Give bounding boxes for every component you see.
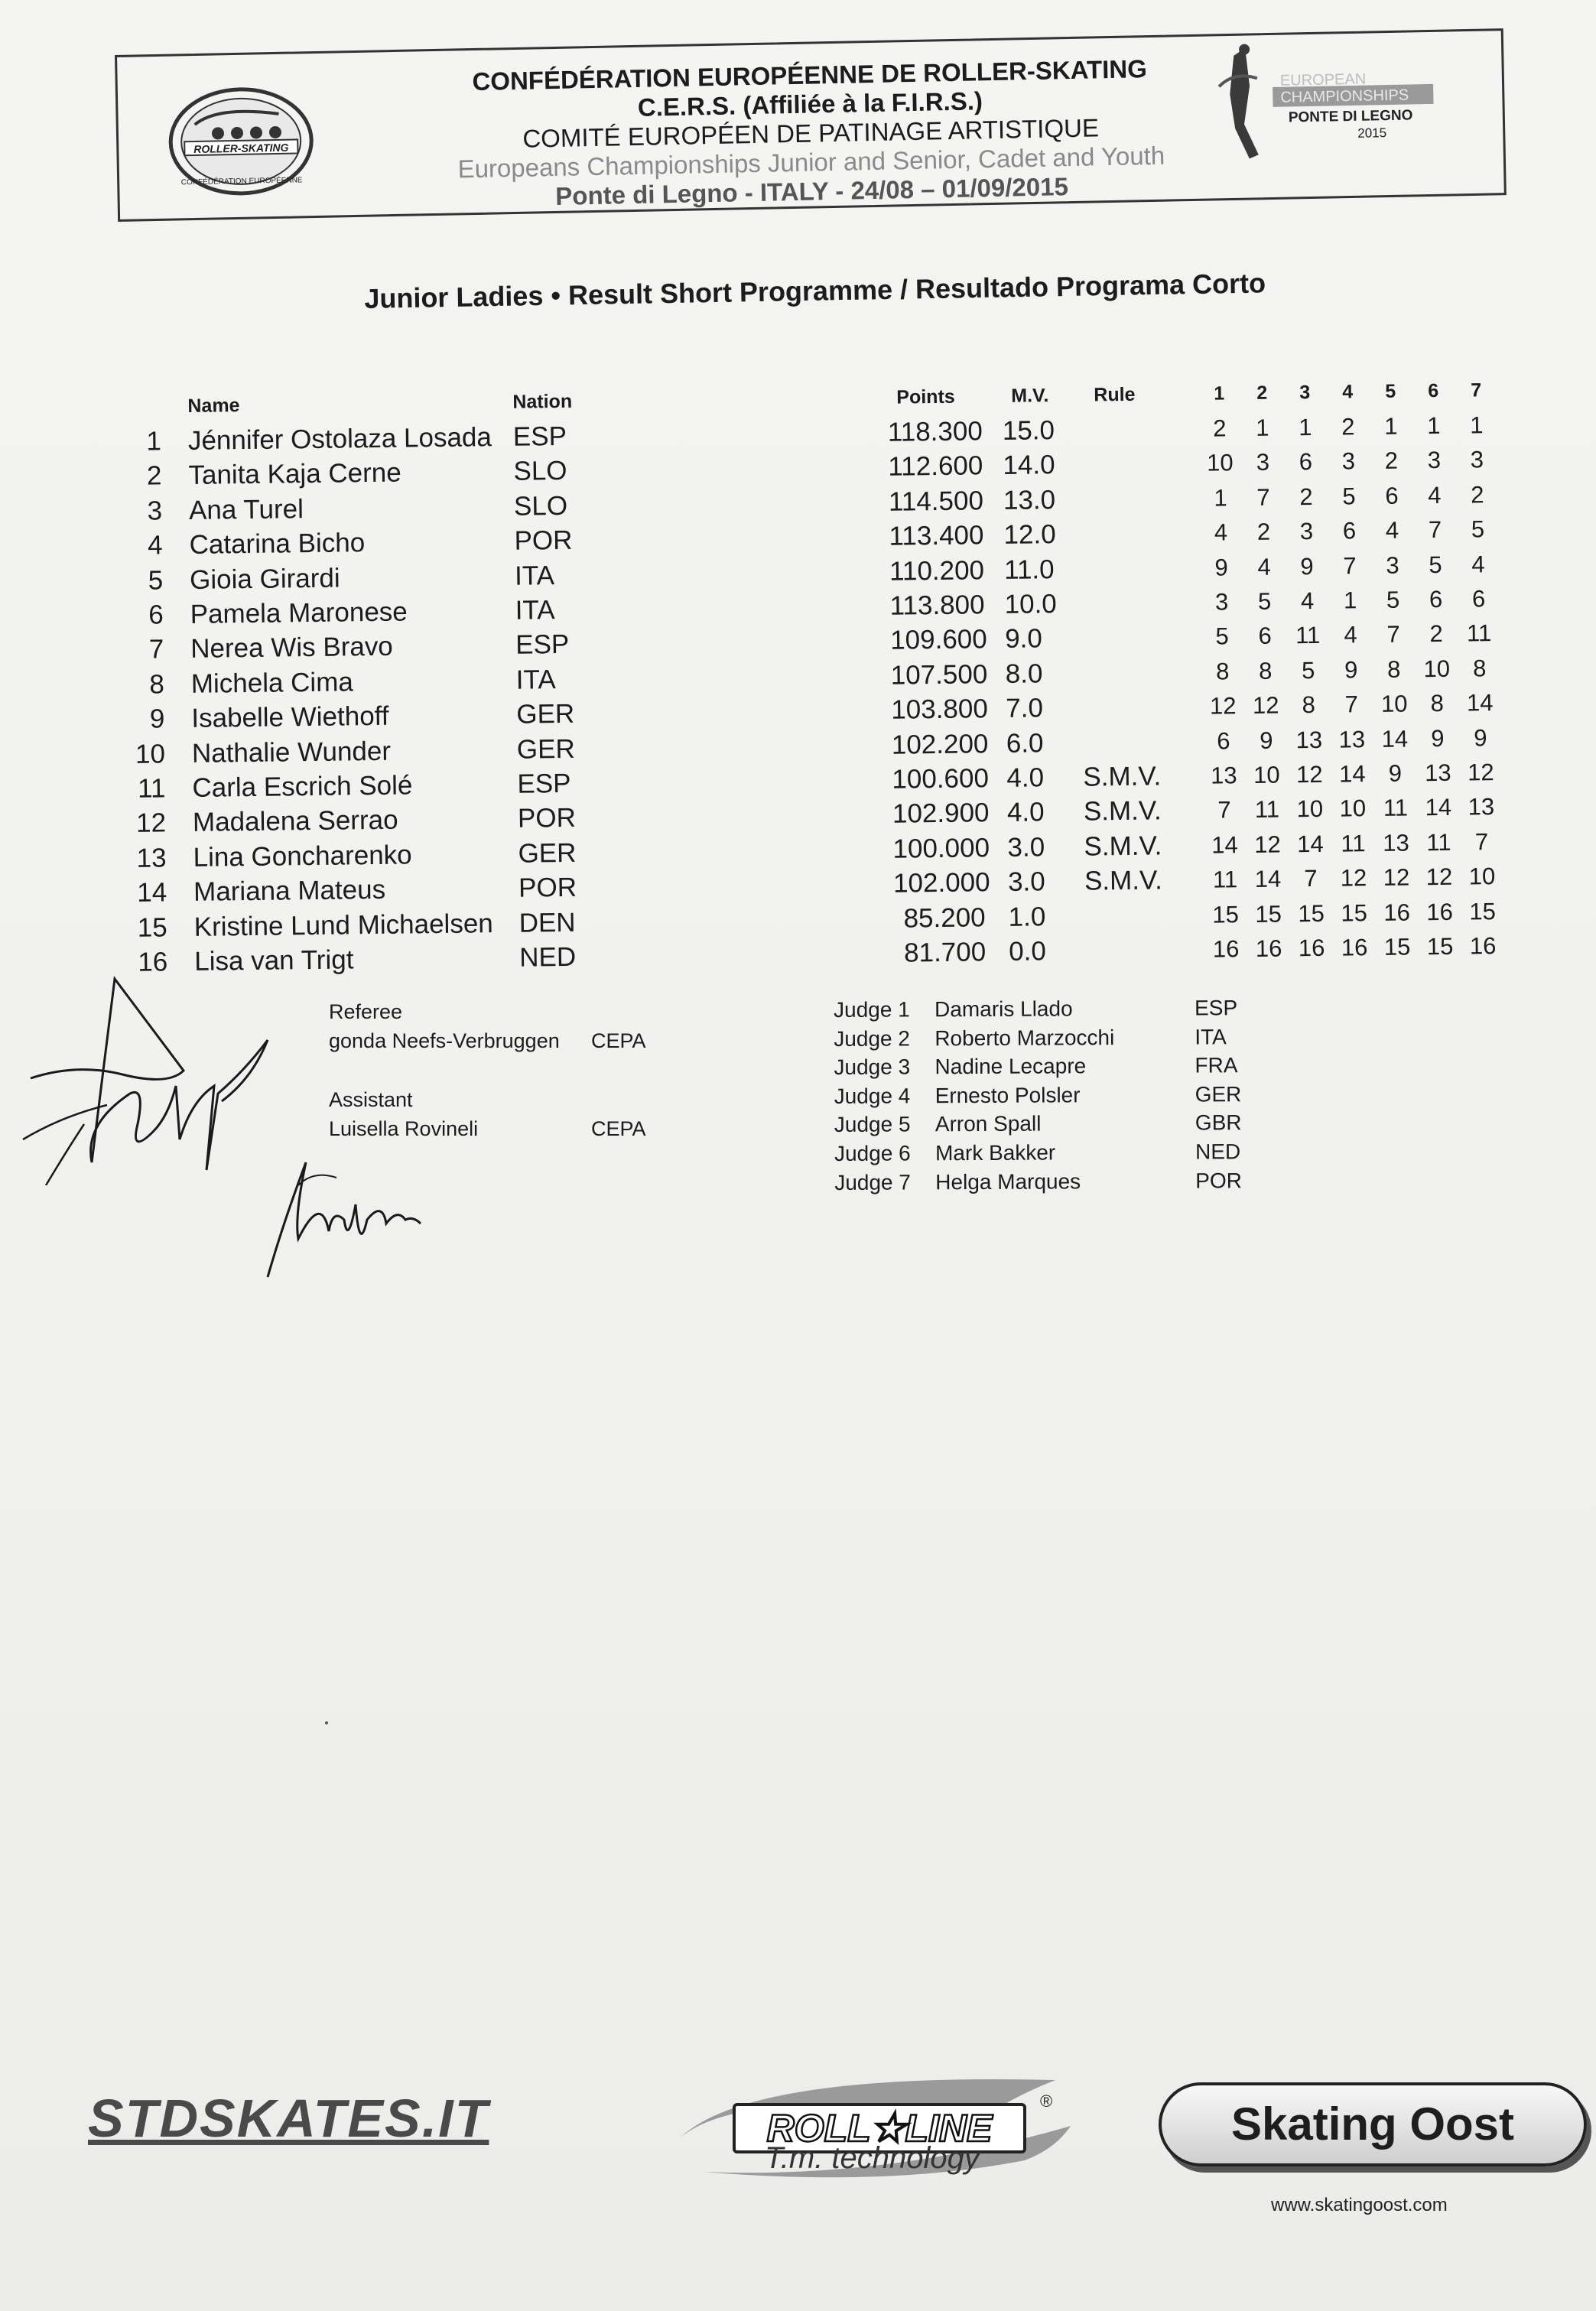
rule-cell: S.M.V. xyxy=(1084,865,1163,896)
judge-name: Damaris Llado xyxy=(934,996,1073,1022)
judge-6-placement-cell: 12 xyxy=(1425,863,1453,891)
skater-name-cell: Gioia Girardi xyxy=(189,563,340,595)
judge-label: Judge 6 xyxy=(834,1141,911,1165)
mv-cell: 3.0 xyxy=(1007,866,1045,898)
judge-5-placement-cell: 2 xyxy=(1384,447,1399,475)
column-header-points: Points xyxy=(896,385,955,408)
points-cell: 85.200 xyxy=(903,902,986,934)
rule-cell: S.M.V. xyxy=(1083,795,1162,827)
nation-cell: SLO xyxy=(513,490,568,522)
judge-4-placement-cell: 4 xyxy=(1344,621,1357,648)
judge-label: Judge 5 xyxy=(834,1112,911,1137)
judge-4-placement-cell: 11 xyxy=(1341,829,1366,857)
judge-5-placement-cell: 8 xyxy=(1386,655,1401,683)
judge-row xyxy=(834,1110,1293,1142)
header-text xyxy=(369,53,1251,215)
mv-cell: 9.0 xyxy=(1004,623,1043,655)
points-cell: 103.800 xyxy=(891,694,989,725)
rank-cell: 15 xyxy=(137,912,167,943)
judge-6-placement-cell: 7 xyxy=(1428,516,1442,544)
judge-6-placement-cell: 11 xyxy=(1426,828,1451,856)
judge-3-placement-cell: 9 xyxy=(1300,552,1314,580)
skater-name-cell: Nathalie Wunder xyxy=(191,736,392,769)
rank-cell: 4 xyxy=(147,530,163,561)
skater-name-cell: Tanita Kaja Cerne xyxy=(188,457,401,491)
points-cell: 113.400 xyxy=(889,520,984,551)
header-line-5: Ponte di Legno - ITALY - 24/08 – 01/09/2015 xyxy=(554,172,1069,210)
referee-org: CEPA xyxy=(591,1029,646,1052)
judge-row xyxy=(834,1082,1293,1113)
skater-name-cell: Michela Cima xyxy=(190,667,354,699)
judge-row xyxy=(834,1024,1292,1055)
points-cell: 102.200 xyxy=(891,728,989,760)
judge-1-placement-cell: 13 xyxy=(1210,762,1237,789)
roll-line-subtitle: T.m. technology xyxy=(765,2141,980,2175)
nation-cell: GER xyxy=(516,733,575,765)
judge-3-placement-cell: 13 xyxy=(1295,726,1323,753)
judge-nation: GBR xyxy=(1195,1110,1242,1135)
judge-1-placement-cell: 1 xyxy=(1214,484,1227,512)
mv-cell: 8.0 xyxy=(1005,658,1043,689)
judge-2-placement-cell: 6 xyxy=(1258,622,1273,650)
skater-name-cell: Lisa van Trigt xyxy=(194,944,354,977)
judge-7-placement-cell: 15 xyxy=(1469,897,1497,925)
judge-7-placement-cell: 6 xyxy=(1471,585,1486,613)
skater-name-cell: Kristine Lund Michaelsen xyxy=(193,908,493,942)
column-header-judge-7: 7 xyxy=(1471,379,1482,401)
judge-5-placement-cell: 10 xyxy=(1380,690,1408,718)
judge-6-placement-cell: 14 xyxy=(1425,794,1452,821)
judge-1-placement-cell: 14 xyxy=(1211,831,1238,859)
judge-6-placement-cell: 1 xyxy=(1426,411,1441,440)
judge-4-placement-cell: 15 xyxy=(1341,899,1368,927)
judge-nation: ITA xyxy=(1195,1024,1227,1049)
judge-5-placement-cell: 9 xyxy=(1388,759,1403,787)
judge-1-placement-cell: 12 xyxy=(1209,692,1237,720)
judge-6-placement-cell: 9 xyxy=(1430,724,1445,752)
logo-right-line2: CHAMPIONSHIPS xyxy=(1280,86,1409,106)
judge-7-placement-cell: 10 xyxy=(1468,863,1496,890)
judge-1-placement-cell: 15 xyxy=(1212,900,1240,928)
mv-cell: 0.0 xyxy=(1008,936,1047,967)
judge-nation: NED xyxy=(1195,1139,1241,1164)
skater-name-cell: Carla Escrich Solé xyxy=(192,770,413,803)
judge-name: Roberto Marzocchi xyxy=(935,1025,1115,1050)
judge-nation: ESP xyxy=(1194,996,1238,1020)
judge-4-placement-cell: 16 xyxy=(1341,934,1368,961)
judge-3-placement-cell: 10 xyxy=(1296,795,1324,823)
assistant-label: Assistant xyxy=(329,1088,413,1111)
judge-4-placement-cell: 14 xyxy=(1338,760,1366,788)
points-cell: 110.200 xyxy=(889,554,985,587)
logo-right-line1: EUROPEAN xyxy=(1279,70,1367,89)
judge-name: Arron Spall xyxy=(935,1111,1042,1136)
judge-2-placement-cell: 15 xyxy=(1255,900,1282,928)
mv-cell: 6.0 xyxy=(1006,727,1044,759)
points-cell: 114.500 xyxy=(888,486,984,517)
skater-name-cell: Ana Turel xyxy=(188,493,304,525)
assistant-name: Luisella Rovineli xyxy=(329,1117,479,1140)
logo-right-line4: 2015 xyxy=(1357,125,1387,141)
rank-cell: 10 xyxy=(135,738,166,769)
judge-3-placement-cell: 11 xyxy=(1295,622,1321,649)
nation-cell: SLO xyxy=(513,456,567,487)
judge-6-placement-cell: 6 xyxy=(1429,585,1443,613)
judge-2-placement-cell: 7 xyxy=(1256,483,1270,511)
judge-7-placement-cell: 3 xyxy=(1470,446,1484,473)
mv-cell: 7.0 xyxy=(1006,693,1044,724)
judge-label: Judge 3 xyxy=(834,1055,911,1080)
judge-1-placement-cell: 16 xyxy=(1212,935,1240,963)
judge-7-placement-cell: 14 xyxy=(1466,689,1494,717)
rank-cell: 3 xyxy=(147,496,163,526)
results-table xyxy=(122,366,1497,977)
judge-7-placement-cell: 12 xyxy=(1467,759,1494,786)
judge-label: Judge 7 xyxy=(834,1170,911,1195)
column-header-judge-4: 4 xyxy=(1342,381,1354,403)
judge-nation: POR xyxy=(1195,1168,1243,1193)
rank-cell: 13 xyxy=(136,843,167,873)
judge-7-placement-cell: 4 xyxy=(1471,550,1485,578)
rank-cell: 14 xyxy=(136,877,167,908)
nation-cell: ESP xyxy=(517,768,571,799)
mv-cell: 15.0 xyxy=(1002,415,1055,446)
judge-4-placement-cell: 5 xyxy=(1342,483,1356,510)
points-cell: 107.500 xyxy=(890,659,988,691)
judge-3-placement-cell: 4 xyxy=(1300,587,1315,615)
judge-2-placement-cell: 12 xyxy=(1252,691,1279,720)
judge-name: Nadine Lecapre xyxy=(935,1054,1087,1079)
nation-cell: POR xyxy=(518,872,577,903)
judge-1-placement-cell: 7 xyxy=(1217,796,1231,824)
skater-name-cell: Pamela Maronese xyxy=(190,596,408,629)
nation-cell: GER xyxy=(518,837,577,869)
points-cell: 100.600 xyxy=(892,763,990,795)
points-cell: 118.300 xyxy=(887,416,983,447)
judge-row xyxy=(834,1139,1293,1171)
rank-cell: 1 xyxy=(146,426,162,457)
judge-5-placement-cell: 7 xyxy=(1386,621,1400,648)
judge-1-placement-cell: 8 xyxy=(1215,658,1230,685)
judge-7-placement-cell: 5 xyxy=(1471,515,1485,543)
judge-5-placement-cell: 15 xyxy=(1383,933,1411,960)
header-line-3: COMITÉ EUROPÉEN DE PATINAGE ARTISTIQUE xyxy=(522,113,1100,153)
column-header-judge-2: 2 xyxy=(1256,382,1268,404)
judge-4-placement-cell: 6 xyxy=(1342,517,1357,544)
rank-cell: 11 xyxy=(137,773,166,804)
nation-cell: ESP xyxy=(512,421,567,452)
judge-3-placement-cell: 8 xyxy=(1302,691,1316,719)
judge-label: Judge 2 xyxy=(834,1026,910,1051)
judge-2-placement-cell: 2 xyxy=(1256,518,1271,546)
mv-cell: 3.0 xyxy=(1007,832,1045,863)
judge-1-placement-cell: 2 xyxy=(1213,414,1227,442)
judge-4-placement-cell: 7 xyxy=(1343,551,1357,580)
judge-nation: FRA xyxy=(1195,1053,1238,1077)
judge-2-placement-cell: 8 xyxy=(1258,657,1273,684)
svg-text:®: ® xyxy=(1040,2092,1053,2111)
judge-6-placement-cell: 5 xyxy=(1429,551,1442,578)
points-cell: 109.600 xyxy=(889,624,987,656)
header-line-1: CONFÉDÉRATION EUROPÉENNE DE ROLLER-SKATING xyxy=(472,54,1148,96)
column-header-judge-5: 5 xyxy=(1385,380,1396,402)
judge-6-placement-cell: 4 xyxy=(1428,481,1442,509)
rank-cell: 8 xyxy=(149,669,165,700)
column-header-judge-6: 6 xyxy=(1428,379,1439,402)
judge-3-placement-cell: 3 xyxy=(1299,518,1314,545)
column-header-judge-3: 3 xyxy=(1299,382,1311,404)
judge-4-placement-cell: 3 xyxy=(1341,447,1356,475)
nation-cell: DEN xyxy=(518,907,576,938)
column-header-name: Name xyxy=(187,395,240,417)
header-line-2: C.E.R.S. (Affiliée à la F.I.R.S.) xyxy=(637,86,983,122)
judge-5-placement-cell: 6 xyxy=(1385,482,1399,509)
skater-name-cell: Lina Goncharenko xyxy=(193,840,412,873)
points-cell: 112.600 xyxy=(888,450,983,483)
mv-cell: 4.0 xyxy=(1006,762,1045,793)
sponsor-stdskates: STDSKATES.IT xyxy=(88,2088,489,2148)
column-header-rule: Rule xyxy=(1094,383,1136,406)
judge-row xyxy=(834,1053,1292,1084)
logo-right-line3: PONTE DI LEGNO xyxy=(1288,107,1413,126)
judge-5-placement-cell: 14 xyxy=(1381,725,1409,752)
judge-2-placement-cell: 9 xyxy=(1259,726,1273,754)
judge-name: Ernesto Polsler xyxy=(935,1083,1081,1108)
judge-3-placement-cell: 15 xyxy=(1298,899,1325,927)
judge-label: Judge 4 xyxy=(834,1084,911,1108)
nation-cell: POR xyxy=(517,803,577,834)
cers-logo xyxy=(164,83,319,200)
judge-4-placement-cell: 7 xyxy=(1344,691,1359,718)
judge-6-placement-cell: 3 xyxy=(1427,447,1442,474)
judge-1-placement-cell: 5 xyxy=(1215,622,1230,650)
judge-2-placement-cell: 3 xyxy=(1256,449,1270,476)
mv-cell: 1.0 xyxy=(1008,901,1046,932)
sponsor-skating-oost: Skating Oost xyxy=(1159,2082,1587,2166)
points-cell: 81.700 xyxy=(903,937,987,968)
mv-cell: 11.0 xyxy=(1003,554,1055,585)
judge-7-placement-cell: 1 xyxy=(1469,411,1484,439)
referee-name: gonda Neefs-Verbruggen xyxy=(329,1029,560,1052)
rank-cell: 9 xyxy=(149,704,165,734)
judge-row xyxy=(834,996,1292,1027)
judge-7-placement-cell: 2 xyxy=(1471,481,1484,509)
judge-1-placement-cell: 9 xyxy=(1214,553,1228,581)
judge-5-placement-cell: 16 xyxy=(1383,899,1411,926)
judge-4-placement-cell: 9 xyxy=(1344,656,1358,684)
judge-3-placement-cell: 7 xyxy=(1304,865,1318,892)
judge-3-placement-cell: 2 xyxy=(1299,483,1313,511)
referee-signature xyxy=(15,971,275,1185)
points-cell: 102.900 xyxy=(892,798,990,830)
column-header-judge-1: 1 xyxy=(1214,382,1225,405)
assistant-signature xyxy=(252,1147,428,1285)
judge-6-placement-cell: 2 xyxy=(1429,620,1443,648)
rank-cell: 6 xyxy=(148,600,164,630)
judge-5-placement-cell: 12 xyxy=(1383,863,1410,892)
judge-5-placement-cell: 5 xyxy=(1386,586,1400,613)
document-title: Junior Ladies • Result Short Programme / Resultado Programa Corto xyxy=(364,267,1266,314)
judge-1-placement-cell: 10 xyxy=(1206,449,1234,477)
judge-5-placement-cell: 11 xyxy=(1383,794,1409,822)
skater-name-cell: Nerea Wis Bravo xyxy=(190,632,394,665)
judge-4-placement-cell: 2 xyxy=(1341,413,1355,440)
judges-panel xyxy=(834,996,1292,1195)
mv-cell: 14.0 xyxy=(1003,450,1055,481)
skater-name-cell: Catarina Bicho xyxy=(189,528,366,561)
judge-3-placement-cell: 1 xyxy=(1298,414,1312,441)
judge-6-placement-cell: 15 xyxy=(1426,932,1454,960)
judge-1-placement-cell: 11 xyxy=(1212,866,1238,893)
judge-5-placement-cell: 1 xyxy=(1383,412,1398,440)
judge-2-placement-cell: 10 xyxy=(1253,761,1280,788)
judge-2-placement-cell: 12 xyxy=(1254,830,1281,858)
rank-cell: 12 xyxy=(135,808,167,839)
judge-2-placement-cell: 5 xyxy=(1257,587,1272,615)
judge-4-placement-cell: 13 xyxy=(1338,725,1366,753)
nation-cell: ESP xyxy=(515,629,570,661)
rank-cell: 2 xyxy=(146,460,162,492)
judge-3-placement-cell: 5 xyxy=(1301,656,1315,684)
judge-6-placement-cell: 16 xyxy=(1426,898,1454,925)
judge-2-placement-cell: 1 xyxy=(1255,414,1269,441)
nation-cell: POR xyxy=(514,525,573,556)
page-mark xyxy=(325,1721,328,1724)
judge-name: Helga Marques xyxy=(935,1169,1081,1194)
judge-6-placement-cell: 10 xyxy=(1423,655,1451,683)
mv-cell: 12.0 xyxy=(1003,519,1056,551)
nation-cell: ITA xyxy=(514,560,555,591)
points-cell: 113.800 xyxy=(889,590,985,621)
column-header-mv: M.V. xyxy=(1011,385,1049,407)
skater-name-cell: Mariana Mateus xyxy=(193,875,386,908)
judge-5-placement-cell: 13 xyxy=(1383,829,1409,856)
mv-cell: 13.0 xyxy=(1003,484,1056,515)
championships-logo xyxy=(1211,37,1442,179)
judge-1-placement-cell: 6 xyxy=(1216,726,1230,755)
judge-2-placement-cell: 4 xyxy=(1257,553,1271,580)
column-header-nation: Nation xyxy=(512,390,573,413)
judge-3-placement-cell: 6 xyxy=(1299,448,1313,476)
judge-7-placement-cell: 16 xyxy=(1469,932,1497,960)
judge-6-placement-cell: 8 xyxy=(1430,690,1445,717)
judge-7-placement-cell: 11 xyxy=(1466,619,1492,647)
points-cell: 100.000 xyxy=(892,832,990,864)
logo-left-text: ROLLER-SKATING xyxy=(193,141,289,156)
judge-name: Mark Bakker xyxy=(935,1140,1056,1165)
judge-nation: GER xyxy=(1195,1082,1242,1107)
logo-left-ring: CONFÉDÉRATION EUROPÉENNE xyxy=(180,176,303,187)
rule-cell: S.M.V. xyxy=(1083,761,1162,792)
judge-4-placement-cell: 12 xyxy=(1340,864,1367,892)
rule-cell: S.M.V. xyxy=(1084,830,1162,862)
judge-7-placement-cell: 8 xyxy=(1472,655,1487,682)
judge-2-placement-cell: 14 xyxy=(1254,865,1282,893)
nation-cell: NED xyxy=(518,941,577,973)
judge-6-placement-cell: 13 xyxy=(1424,759,1451,787)
nation-cell: ITA xyxy=(515,595,555,626)
judge-4-placement-cell: 1 xyxy=(1343,587,1357,614)
referee-label: Referee xyxy=(329,1000,403,1023)
judge-row xyxy=(834,1168,1293,1199)
mv-cell: 10.0 xyxy=(1004,589,1057,619)
header-line-4: Europeans Championships Junior and Senior, Cadet and Youth xyxy=(457,141,1165,184)
nation-cell: GER xyxy=(516,698,575,730)
judge-5-placement-cell: 3 xyxy=(1386,551,1399,579)
judge-5-placement-cell: 4 xyxy=(1385,516,1399,544)
judge-3-placement-cell: 12 xyxy=(1295,760,1323,788)
points-cell: 102.000 xyxy=(892,867,990,899)
judge-7-placement-cell: 13 xyxy=(1468,793,1495,821)
roll-line-text: ROLL★LINE xyxy=(766,2107,993,2150)
judge-3-placement-cell: 16 xyxy=(1298,934,1325,962)
nation-cell: ITA xyxy=(515,664,556,695)
judge-7-placement-cell: 9 xyxy=(1473,723,1487,752)
mv-cell: 4.0 xyxy=(1006,797,1045,828)
judge-4-placement-cell: 10 xyxy=(1339,795,1367,822)
header-box xyxy=(115,28,1507,222)
judge-label: Judge 1 xyxy=(834,997,910,1022)
judge-2-placement-cell: 16 xyxy=(1255,934,1282,962)
skater-name-cell: Isabelle Wiethoff xyxy=(191,700,389,734)
judge-2-placement-cell: 11 xyxy=(1254,795,1280,824)
rank-cell: 7 xyxy=(148,634,164,665)
judge-3-placement-cell: 14 xyxy=(1297,830,1324,858)
rank-cell: 5 xyxy=(148,564,164,596)
skater-name-cell: Jénnifer Ostolaza Losada xyxy=(187,422,492,456)
judge-7-placement-cell: 7 xyxy=(1474,828,1489,856)
judge-1-placement-cell: 4 xyxy=(1214,518,1228,546)
skating-oost-url: www.skatingoost.com xyxy=(1271,2195,1448,2215)
skater-name-cell: Madalena Serrao xyxy=(192,805,398,838)
assistant-org: CEPA xyxy=(591,1117,646,1140)
rank-cell: 16 xyxy=(138,947,168,977)
judge-1-placement-cell: 3 xyxy=(1214,588,1229,616)
